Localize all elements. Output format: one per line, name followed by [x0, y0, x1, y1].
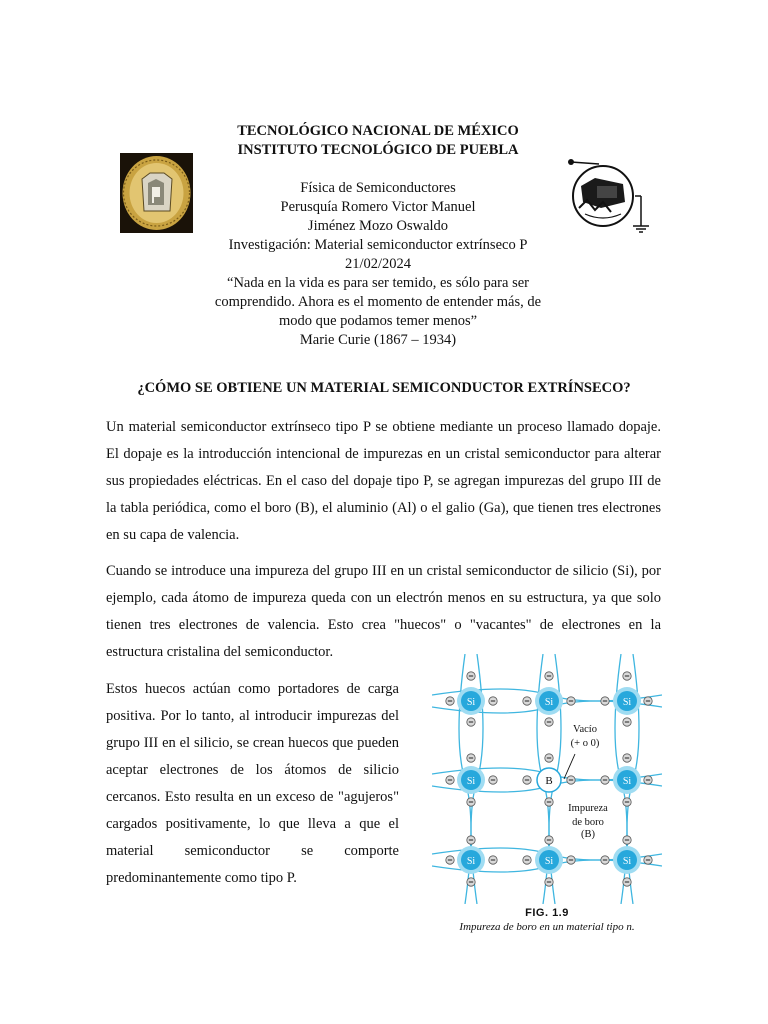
quote-line-1: “Nada en la vida es para ser temido, es sólo para ser [227, 275, 529, 291]
boron-label: B [545, 775, 553, 787]
silicon-label: Si [466, 776, 476, 787]
institution-line2: INSTITUTO TECNOLÓGICO DE PUEBLA [237, 142, 519, 158]
quote-author: Marie Curie (1867 – 1934) [299, 332, 457, 348]
label-impureza-1: Impureza [568, 803, 608, 814]
silicon-label: Si [466, 856, 476, 867]
institution-line1: TECNOLÓGICO NACIONAL DE MÉXICO [237, 123, 519, 139]
paragraph-impureza: Cuando se introduce una impureza del grupo III en un cristal semiconductor de silicio (Si), por ejemplo, cada átomo de impureza queda con un electrón menos en su estructura, ya que solo tienen tres electrones de valencia. Esto crea "huecos" o "vacantes" de electrones en la estructura cristalina del semiconductor. [106, 563, 661, 660]
silicon-label: Si [544, 856, 554, 867]
label-vacio-1: Vacío [573, 724, 597, 735]
figure-number: FIG. 1.9 [525, 907, 569, 919]
topic-line: Investigación: Material semiconductor extrínseco P [228, 237, 528, 253]
quote-line-2: comprendido. Ahora es el momento de entender más, de [214, 294, 542, 310]
figure-caption-text: Impureza de boro en un material tipo n. [459, 921, 635, 933]
subject-line: Física de Semiconductores [300, 180, 456, 196]
silicon-label: Si [622, 776, 632, 787]
document-header [180, 122, 576, 350]
author-line-1: Perusquía Romero Victor Manuel [280, 199, 476, 215]
label-impureza-3: (B) [581, 829, 595, 840]
author-line-2: Jiménez Mozo Oswaldo [307, 218, 449, 234]
itp-logo [120, 153, 193, 233]
vacio-pointer [564, 754, 575, 779]
label-impureza-2: de boro [572, 817, 604, 828]
silicon-label: Si [622, 697, 632, 708]
paragraph-huecos: Estos huecos actúan como portadores de carga positiva. Por lo tanto, al introducir impurezas del grupo III en el silicio, se crean huecos que pueden aceptar electrones de los átomos de silicio cercanos. Esto resulta en un exceso de "agujeros" cargados positivamente, lo que lleva a que el material semiconductor se comporte predominantemente como tipo P. [106, 681, 399, 886]
silicon-label: Si [466, 697, 476, 708]
label-vacio-2: (+ o 0) [570, 738, 600, 749]
section-title: ¿CÓMO SE OBTIENE UN MATERIAL SEMICONDUCTOR EXTRÍNSECO? [137, 380, 631, 396]
boron-lattice-figure [432, 654, 662, 904]
quote-line-3: modo que podamos temer menos” [278, 313, 478, 329]
silicon-label: Si [544, 697, 554, 708]
paragraph-dopaje: Un material semiconductor extrínseco tipo P se obtiene mediante un proceso llamado dopaje. El dopaje es la introducción intencional de impurezas en un cristal semiconductor para alterar sus propiedades eléctricas. En el caso del dopaje tipo P, se agregan impurezas del grupo III de la tabla periódica, como el boro (B), el aluminio (Al) o el galio (Ga), que tienen tres electrones en su capa de valencia. [106, 419, 661, 543]
figure-caption [432, 907, 662, 933]
date-line: 21/02/2024 [344, 256, 412, 272]
engineering-logo [565, 156, 651, 234]
silicon-label: Si [622, 856, 632, 867]
